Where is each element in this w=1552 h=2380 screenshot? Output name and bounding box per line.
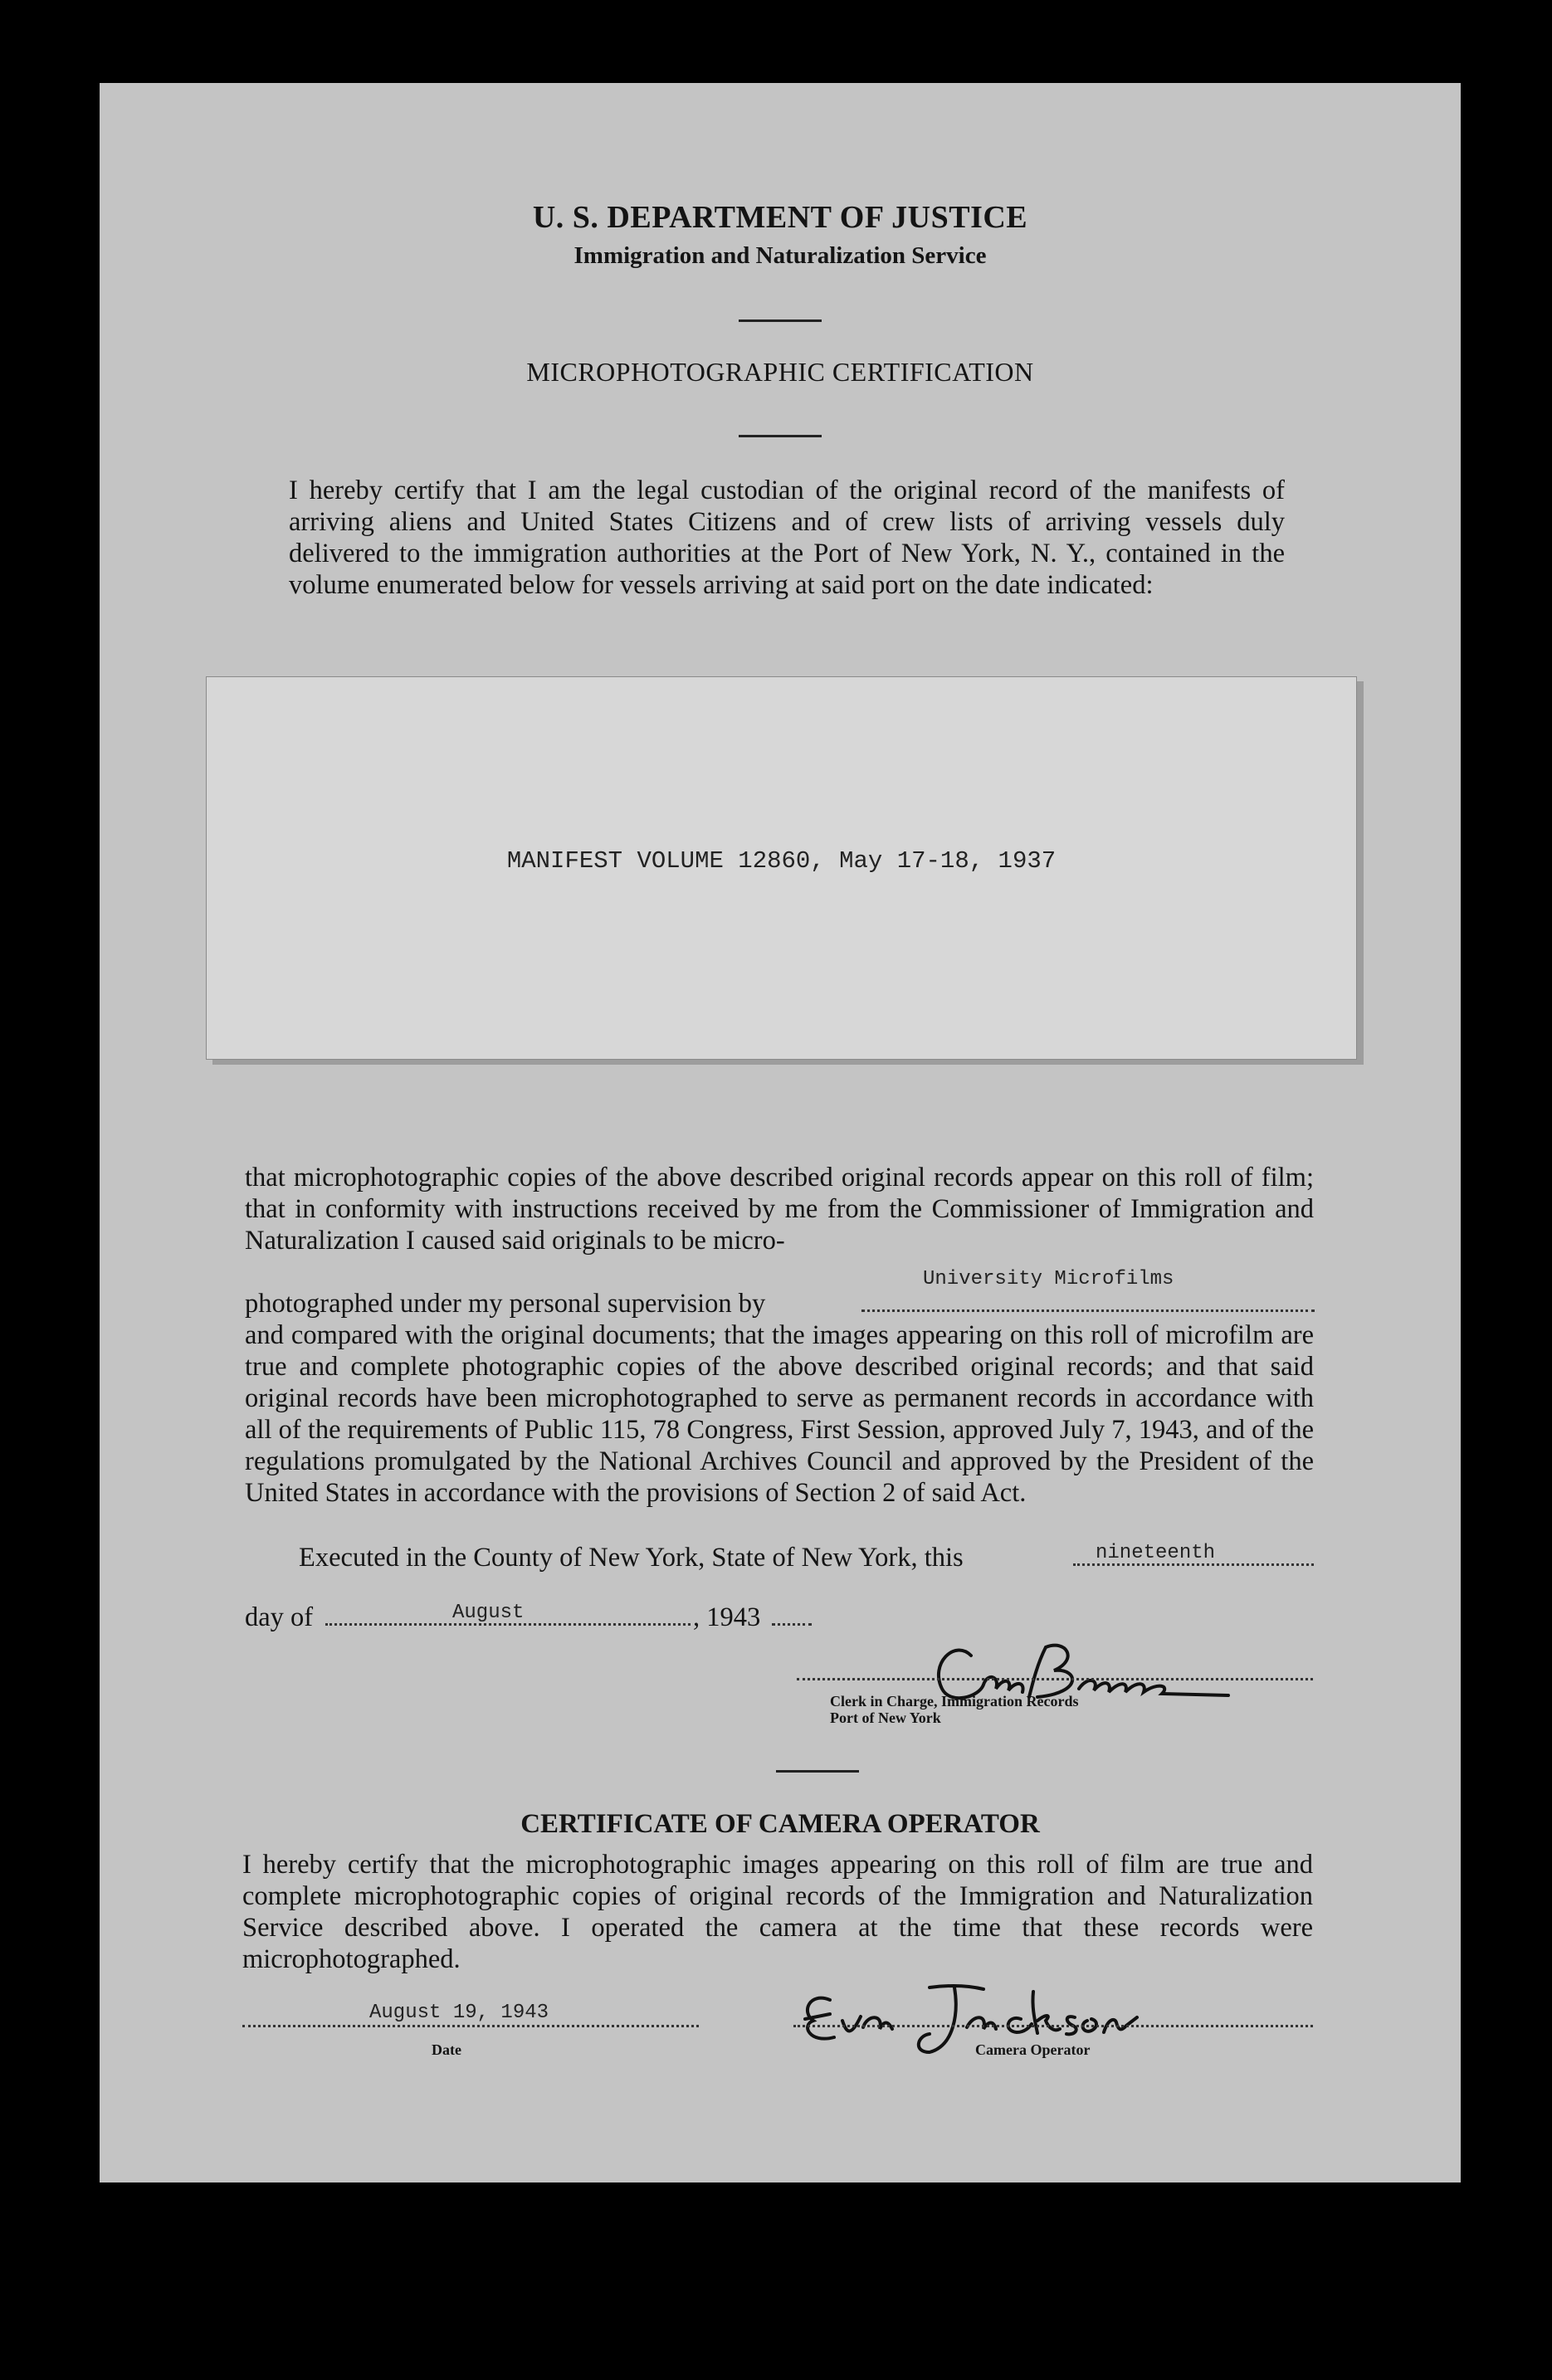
camera-operator-label: Camera Operator <box>975 2041 1091 2058</box>
divider <box>739 319 822 322</box>
clerk-title-line1: Clerk in Charge, Immigration Records <box>830 1693 1079 1709</box>
date-value: August 19, 1943 <box>369 2002 549 2024</box>
divider <box>776 1770 859 1773</box>
department-title: U. S. DEPARTMENT OF JUSTICE <box>532 200 1028 235</box>
camera-operator-line <box>793 2025 1313 2027</box>
body-paragraph-part2: and compared with the original documents; that the images appearing on this roll of microfilm are true and complete photographic copies of the above described original records; and that said original records have been microphotographed to serve as permanent records in accordance with all of the requirements of Public 115, 78 Congress, First Session, approved July 7, 1943, and of the regulations promulgated by the National Archives Council and approved by the President of the United States in accordance with the provisions of Section 2 of said Act. <box>245 1320 1314 1508</box>
day-of-label: day of <box>245 1602 314 1632</box>
clerk-title-line2: Port of New York <box>830 1709 941 1726</box>
clerk-signature-line <box>797 1678 1313 1680</box>
date-line <box>242 2025 699 2027</box>
photographed-by-line <box>861 1309 1315 1312</box>
executed-label: Executed in the County of New York, State of New York, this <box>299 1543 964 1573</box>
photographed-by-label: photographed under my personal supervision by <box>245 1289 766 1319</box>
photographed-by-value: University Microfilms <box>923 1268 1174 1290</box>
certification-title: MICROPHOTOGRAPHIC CERTIFICATION <box>526 357 1034 387</box>
day-value: nineteenth <box>1096 1542 1216 1564</box>
camera-operator-signature <box>784 1963 1158 2054</box>
body-paragraph-part1: that microphotographic copies of the above described original records appear on this roll of film; that in conformity with instructions received by me from the Commissioner of Immigration and Naturalization I caused said originals to be micro- <box>245 1163 1314 1256</box>
intro-paragraph: I hereby certify that I am the legal custodian of the original record of the manifests of arriving aliens and United States Citizens and of crew lists of arriving vessels duly delivered to the immigration authorities at the Port of New York, N. Y., contained in the volume enumerated below for vessels arriving at said port on the date indicated: <box>289 476 1285 600</box>
month-value: August <box>452 1602 525 1624</box>
service-subtitle: Immigration and Naturalization Service <box>573 242 987 269</box>
manifest-volume-card <box>206 676 1357 1060</box>
year-line <box>772 1623 812 1626</box>
document-page <box>100 83 1461 2182</box>
year-text: , 1943 <box>693 1602 761 1632</box>
camera-operator-heading: CERTIFICATE OF CAMERA OPERATOR <box>520 1809 1040 1839</box>
date-label: Date <box>432 2041 461 2058</box>
camera-operator-paragraph: I hereby certify that the microphotographic images appearing on this roll of film are true and complete microphotographic copies of original records of the Immigration and Naturalization Service described above. I operated the camera at the time that these records were microphotographed. <box>242 1850 1313 1974</box>
manifest-volume-text: MANIFEST VOLUME 12860, May 17-18, 1937 <box>506 847 1057 875</box>
divider <box>739 435 822 437</box>
